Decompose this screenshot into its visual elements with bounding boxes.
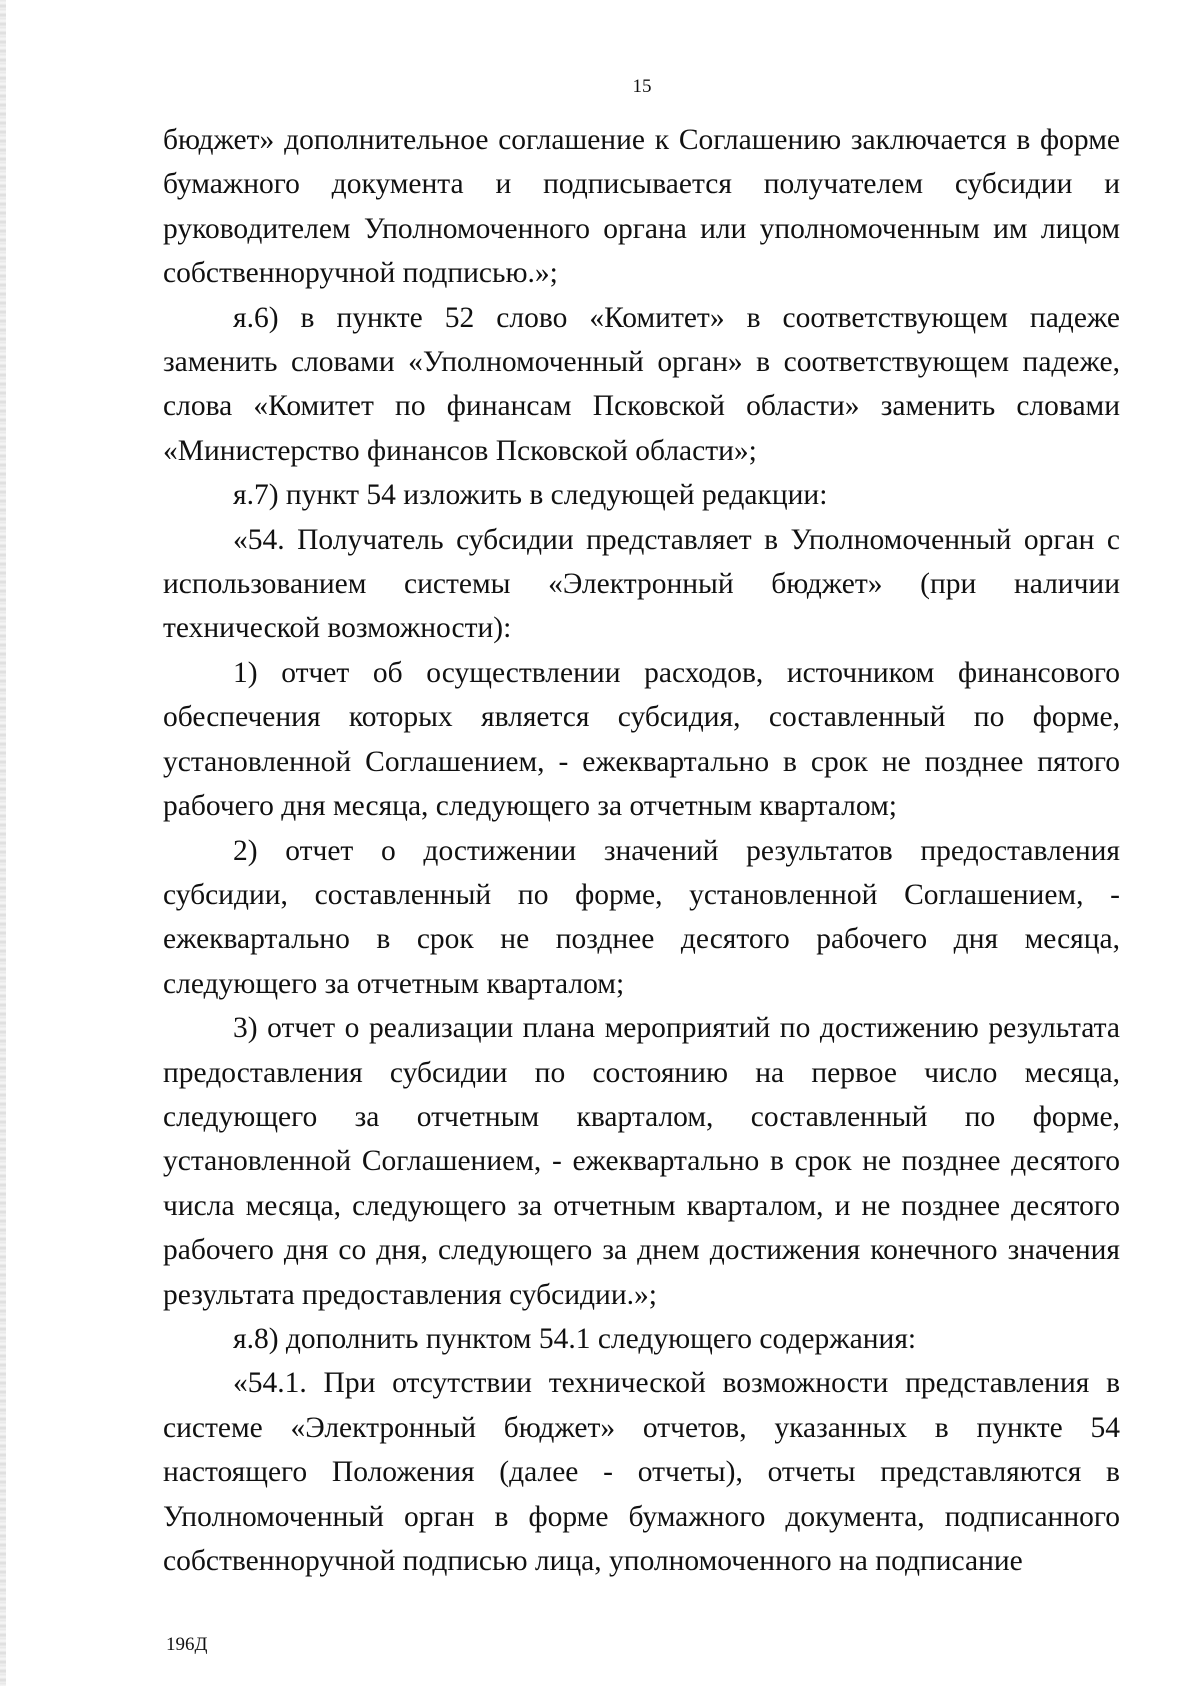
paragraph-item-ya6: я.6) в пункте 52 слово «Комитет» в соответствующем падеже заменить словами «Уполномоченный орган» в соответствующем падеже, слова «Комитет по финансам Псковской области» заменить словами «Министерство финансов Псковской области»; — [163, 301, 1120, 467]
scan-edge-artifact — [0, 0, 6, 1686]
document-body — [163, 118, 1120, 1583]
paragraph-item-ya7: я.7) пункт 54 изложить в следующей редакции: — [233, 479, 828, 512]
paragraph-subitem-2: 2) отчет о достижении значений результатов предоставления субсидии, составленный по форме, установленной Соглашением, - ежеквартально в срок не позднее десятого рабочего дня месяца, следующего за отчетным кварталом; — [163, 834, 1120, 1000]
footer-document-code: 196Д — [166, 1634, 208, 1655]
page-number: 15 — [632, 76, 652, 97]
paragraph-subitem-3: 3) отчет о реализации плана мероприятий по достижению результата предоставления субсидии по состоянию на первое число месяца, следующего за отчетным кварталом, составленный по форме, установленной Соглашением, - ежеквартально в срок не позднее десятого числа месяца, следующего за отчетным кварталом, и не позднее десятого рабочего дня со дня, следующего за днем достижения конечного значения результата предоставления субсидии.»; — [163, 1012, 1120, 1311]
paragraph-item-ya8: я.8) дополнить пунктом 54.1 следующего содержания: — [233, 1322, 917, 1355]
paragraph-point-54-1: «54.1. При отсутствии технической возможности представления в системе «Электронный бюджет» отчетов, указанных в пункте 54 настоящего Положения (далее - отчеты), отчеты представляются в Уполномоченный орган в форме бумажного документа, подписанного собственноручной подписью лица, уполномоченного на подписание — [163, 1367, 1120, 1577]
paragraph-point-54: «54. Получатель субсидии представляет в Уполномоченный орган с использованием системы «Электронный бюджет» (при наличии технической возможности): — [163, 523, 1120, 645]
paragraph-agreement-form: бюджет» дополнительное соглашение к Соглашению заключается в форме бумажного документа и подписывается получателем субсидии и руководителем Уполномоченного органа или уполномоченным им лицом собственноручной подписью.»; — [163, 124, 1120, 290]
paragraph-subitem-1: 1) отчет об осуществлении расходов, источником финансового обеспечения которых является субсидия, составленный по форме, установленной Соглашением, - ежеквартально в срок не позднее пятого рабочего дня месяца, следующего за отчетным кварталом; — [163, 656, 1120, 823]
